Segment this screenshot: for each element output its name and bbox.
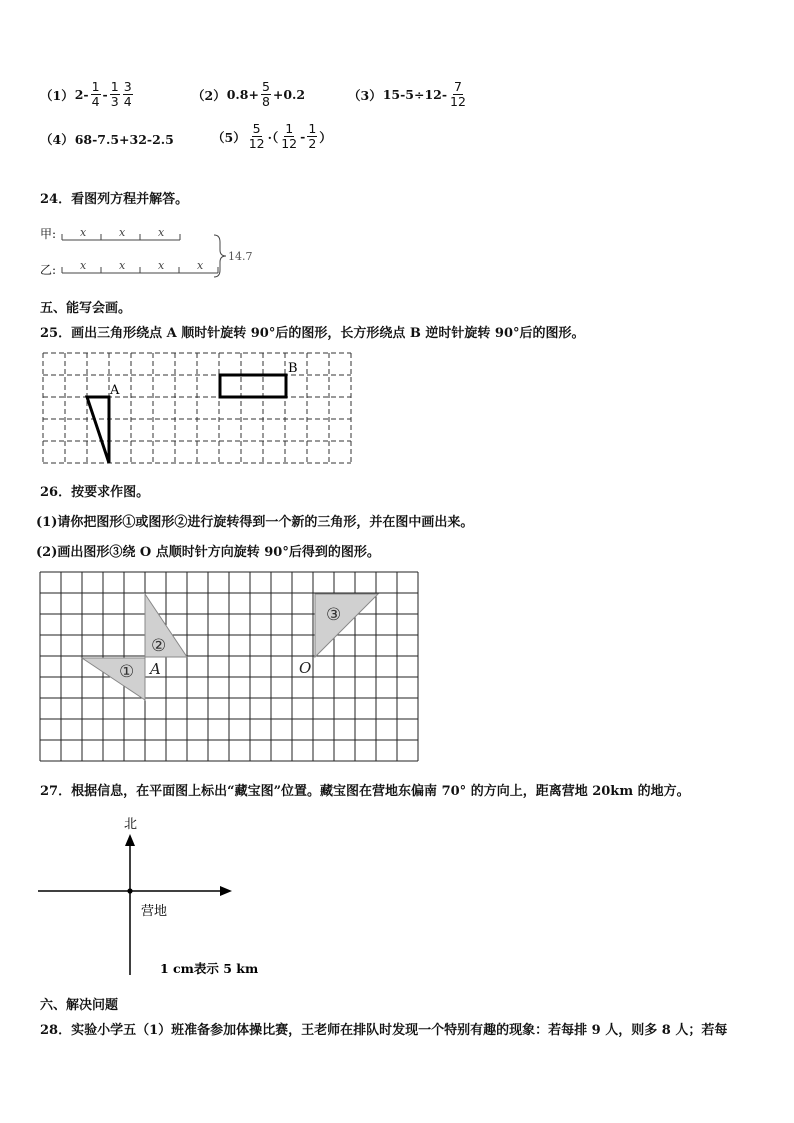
question-27-title: 27．根据信息，在平面图上标出“藏宝图”位置。藏宝图在营地东偏南 70° 的方向上，距离营地 20km 的地方。 — [40, 784, 690, 799]
expr-text: 68-7.5+32-2.5 — [74, 131, 174, 147]
shape-1-label: ① — [119, 662, 135, 682]
expr-text: - — [300, 129, 306, 144]
question-26-title: 26．按要求作图。 — [40, 485, 150, 500]
question-26-part-2: (2)画出图形③绕 O 点顺时针方向旋转 90°后得到的图形。 — [36, 545, 380, 560]
numerator: 7 — [454, 79, 462, 94]
point-a-label: A — [110, 383, 120, 398]
var-label: x — [119, 259, 126, 272]
denominator: 2 — [308, 136, 317, 151]
denominator: 8 — [261, 94, 270, 109]
expr-text: ·（ — [267, 129, 279, 145]
expr-text: +0.2 — [272, 87, 306, 102]
section-5-heading: 五、能写会画。 — [40, 301, 132, 316]
point-a-label: A — [150, 660, 161, 678]
numerator: 1 — [110, 79, 119, 94]
shape-2-label: ② — [151, 636, 167, 656]
total-label: 14.7 — [228, 250, 253, 263]
expr-text: - — [102, 87, 108, 102]
question-24-title: 24．看图列方程并解答。 — [40, 192, 189, 207]
denominator: 12 — [450, 94, 466, 109]
north-arrow-icon — [125, 834, 135, 846]
question-26-part-1: (1)请你把图形①或图形②进行旋转得到一个新的三角形，并在图中画出来。 — [36, 515, 474, 530]
denominator: 4 — [91, 94, 100, 109]
var-label: x — [158, 226, 165, 239]
var-label: x — [158, 259, 165, 272]
numerator: 1 — [308, 121, 317, 136]
denominator: 12 — [248, 136, 265, 151]
item-index: （3） — [348, 87, 382, 103]
numerator: 5 — [261, 79, 270, 94]
question-28-text: 28．实验小学五（1）班准备参加体操比赛，王老师在排队时发现一个特别有趣的现象：若每排 9 人，则多 8 人；若每 — [40, 1023, 728, 1038]
var-label: x — [80, 259, 87, 272]
camp-point — [127, 888, 132, 893]
numerator: 5 — [252, 121, 261, 136]
var-label: x — [80, 226, 87, 239]
expr-text: 15-5÷12- — [382, 87, 448, 102]
expr-text: 2- — [74, 87, 89, 102]
denominator: 12 — [281, 136, 298, 151]
point-o-label: O — [299, 659, 312, 677]
section-6-heading: 六、解决问题 — [40, 998, 119, 1013]
expr-text: ） — [319, 129, 332, 145]
item-index: （4） — [40, 132, 74, 147]
expr-text: 0.8+ — [226, 87, 259, 102]
item-index: （1） — [40, 87, 74, 103]
numerator: 1 — [91, 79, 100, 94]
denominator: 4 — [123, 94, 132, 109]
item-index: （2） — [192, 87, 226, 103]
denominator: 3 — [110, 94, 119, 109]
shape-3-label: ③ — [326, 605, 342, 625]
row-label-jia: 甲: — [40, 227, 57, 241]
scale-label: 1 cm表示 5 km — [160, 961, 259, 976]
var-label: x — [119, 226, 126, 239]
var-label: x — [197, 259, 204, 272]
row-label-yi: 乙: — [40, 263, 57, 277]
item-index: （5） — [212, 129, 246, 145]
east-arrow-icon — [220, 886, 232, 896]
question-25-title: 25．画出三角形绕点 A 顺时针旋转 90°后的图形，长方形绕点 B 逆时针旋转 90°后的图形。 — [40, 326, 585, 341]
camp-label: 营地 — [141, 904, 168, 919]
north-label: 北 — [124, 817, 138, 832]
numerator: 1 — [285, 121, 294, 136]
point-b-label: B — [288, 361, 298, 376]
numerator: 3 — [123, 79, 132, 94]
